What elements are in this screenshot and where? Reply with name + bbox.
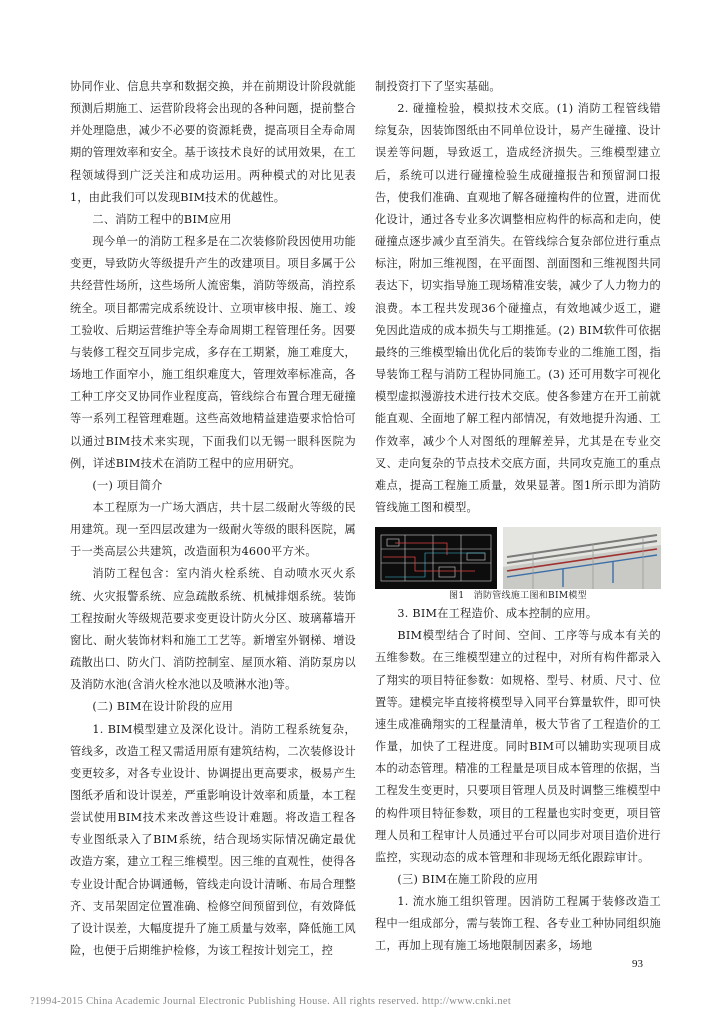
paragraph: 3. BIM在工程造价、成本控制的应用。 (397, 607, 598, 621)
left-column (70, 76, 356, 962)
paragraph: 1. 流水施工组织管理。因消防工程属于装修改造工程中一组成部分，需与装饰工程、各专业工种协同组织施工，再加上现有施工场地限制因素多，场地 (375, 895, 661, 953)
figure-1 (375, 527, 661, 589)
section-heading: 二、消防工程中的BIM应用 (92, 212, 232, 226)
figure-caption: 图1 消防管线施工图和BIM模型 (449, 591, 587, 602)
subsection-heading: (三) BIM在施工阶段的应用 (397, 873, 539, 886)
paragraph: 本工程原为一广场大酒店，共十层二级耐火等级的民用建筑。现一至四层改建为一级耐火等级的眼科医院，属于一类高层公共建筑，改造面积为4600平方米。 (70, 500, 356, 559)
paragraph: 现今单一的消防工程多是在二次装修阶段因使用功能变更，导致防火等级提升产生的改建项目。项目多属于公共经营性场所，这些场所人流密集，消防等级高，消控系统全。项目都需完成系统设计、立项审核申报、施工、竣工验收、后期运营维护等全寿命周期工程管理任务。因要与装修工程交互同步完成，多存在工期紧，施工难度大，场地工作面窄小，施工组织难度大，管理效率标准高，各工种工序交叉协同作业程度高，管线综合布置合理无碰撞等一系列工程管理难题。这些高效地精益建造要求恰恰可以通过BIM技术来实现，下面我们以无锡一眼科医院为例，详述BIM技术在消防工程中的应用研究。 (70, 235, 356, 470)
subsection-heading: (二) BIM在设计阶段的应用 (92, 700, 234, 714)
copyright-footer: ?1994-2015 China Academic Journal Electronic Publishing House. All rights reserved. http://www.cnki.net (30, 996, 512, 1007)
subsection-heading: (一) 项目简介 (92, 478, 163, 492)
paragraph: 制投资打下了坚实基础。 (375, 80, 501, 93)
paragraph: 2. 碰撞检验，模拟技术交底。(1) 消防工程管线错综复杂，因装饰图纸由不同单位设计，易产生碰撞、设计误差等问题，导致返工，造成经济损失。三维模型建立后，系统可以进行碰撞检验生成碰撞报告和预留洞口报告，使我们准确、直观地了解各碰撞构件的位置，进而优化设计，通过各专业多次调整相应构件的标高和走向，使碰撞点逐步减少直至消失。在管线综合复杂部位进行重点标注，附加三维视图，在平面图、剖面图和三维视图共同表达下，切实指导施工现场精准安装，减少了人力物力的浪费。本工程共发现36个碰撞点，有效地减少返工，避免因此造成的成本损失与工期推延。(2) BIM软件可依据最终的三维模型输出优化后的装饰专业的二维施工图，指导装饰工程与消防工程协同施工。(3) 还可用数字可视化模型虚拟漫游技术进行技术交底。使各参建方在开工前就能直观、全面地了解工程内部情况，有效地提升沟通、工作效率，减少个人对图纸的理解差异，尤其是在专业交叉、走向复杂的节点技术交底方面，共同攻克施工的重点难点，提高工程施工质量，效果显著。图1所示即为消防管线施工图和模型。 (375, 102, 661, 514)
paragraph: 协同作业、信息共享和数据交换，并在前期设计阶段就能预测后期施工、运营阶段将会出现的各种问题，提前整合并处理隐患，减少不必要的资源耗费，提高项目全寿命周期的管理效率和安全。基于该技术良好的试用效果，在工程领域得到广泛关注和成功运用。两种模式的对比见表1，由此我们可以发现BIM技术的优越性。 (70, 80, 356, 204)
paragraph: 1. BIM模型建立及深化设计。消防工程系统复杂，管线多，改造工程又需适用原有建筑结构，二次装修设计变更较多，对各专业设计、协调提出更高要求，极易产生图纸矛盾和设计误差，严重影响设计效率和质量，本工程尝试使用BIM技术来改善这些设计难题。将改造工程各专业图纸录入了BIM系统，结合现场实际情况确定最优改造方案，建立工程三维模型。因三维的直观性，使得各专业设计配合协调通畅，管线走向设计清晰、布局合理整齐、支吊架固定位置准确、检修空间预留到位，有效降低了设计误差，大幅度提升了施工质量与效率，降低施工风险，也便于后期维护检修，为该工程按计划完工，控 (70, 722, 356, 958)
paragraph: BIM模型结合了时间、空间、工序等与成本有关的五维参数。在三维模型建立的过程中，对所有构件都录入了翔实的项目特征参数：如规格、型号、材质、尺寸、位置等。建模完毕直接将模型导入同平台算量软件，即可快速生成准确翔实的工程量清单，极大节省了工程造价的工作量，加快了工程进度。同时BIM可以辅助实现项目成本的动态管理。精准的工程量是项目成本管理的依据，当工程发生变更时，只要项目管理人员及时调整三维模型中的构件项目特征参数，项目的工程量也实时变更，项目管理人员和工程审计人员通过平台可以同步对项目造价进行监控，实现动态的成本管理和非现场无纸化跟踪审计。 (375, 629, 661, 864)
bim-model-image (503, 527, 661, 589)
right-column (375, 76, 661, 958)
page-number: 93 (632, 958, 643, 970)
construction-drawing-image (375, 527, 497, 589)
paragraph: 消防工程包含：室内消火栓系统、自动喷水灭火系统、火灾报警系统、应急疏散系统、机械排烟系统。装饰工程按耐火等级规范要求变更设计防火分区、玻璃幕墙开窗比、耐火装饰材料和施工工艺等。新增室外钢梯、增设疏散出口、防火门、消防控制室、屋顶水箱、消防泵房以及消防水池(含消火栓水池以及喷淋水池)等。 (70, 567, 356, 692)
